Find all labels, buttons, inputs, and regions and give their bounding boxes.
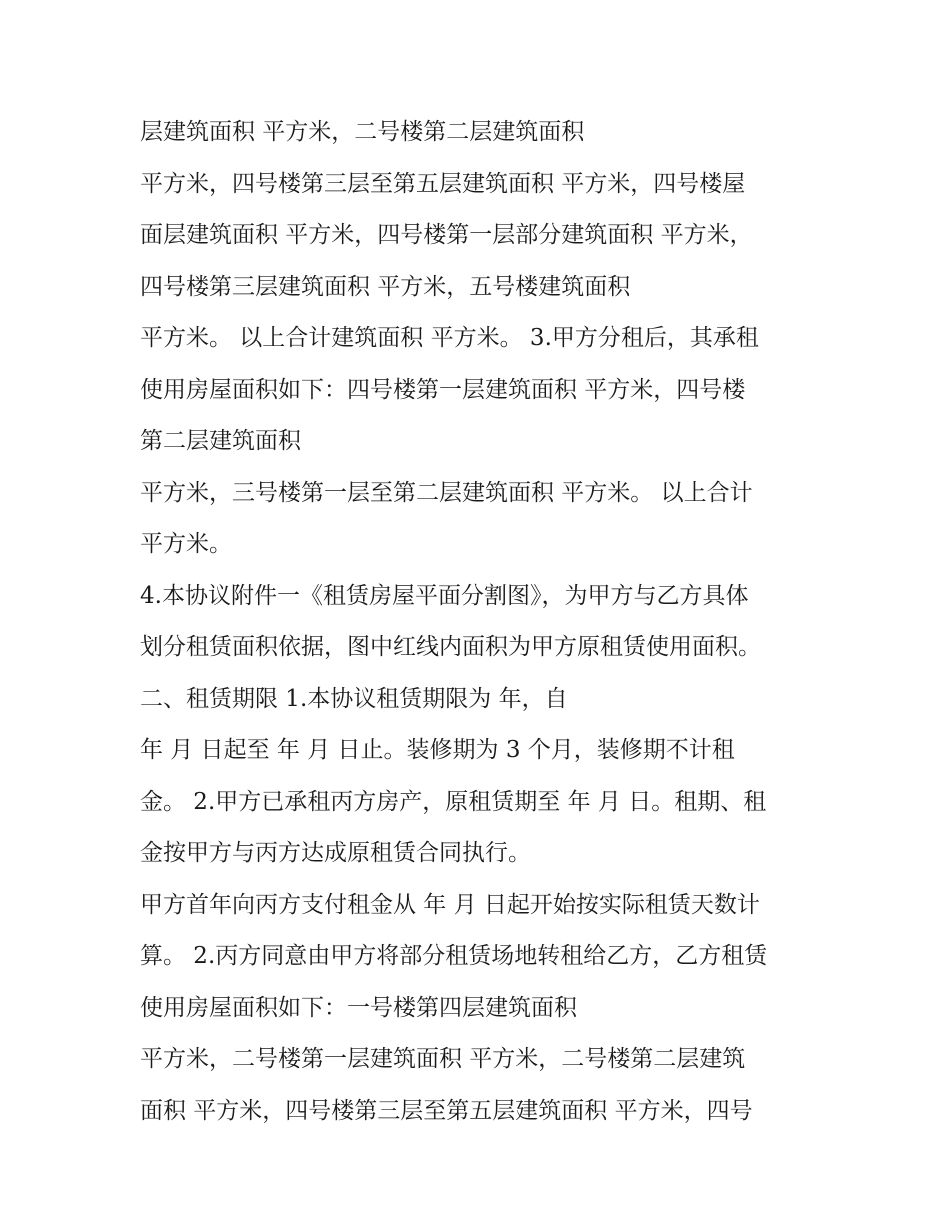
text-line: 划分租赁面积依据，图中红线内面积为甲方原租赁使用面积。 [140,634,761,660]
text-line: 4.本协议附件一《租赁房屋平面分割图》，为甲方与乙方具体 [140,582,749,609]
text-line: 年 月 日起至 年 月 日止。装修期为 3 个月，装修期不计租 [140,737,735,763]
document-body [140,107,840,1137]
text-line: 平方米，二号楼第一层建筑面积 平方米，二号楼第二层建筑 [140,1046,746,1072]
text-line: 平方米。 以上合计建筑面积 平方米。 3.甲方分租后，其承租 [140,325,759,351]
text-line: 平方米，三号楼第一层至第二层建筑面积 平方米。 以上合计 [140,479,753,506]
text-line: 四号楼第三层建筑面积 平方米，五号楼建筑面积 [140,273,631,300]
text-line: 面层建筑面积 平方米，四号楼第一层部分建筑面积 平方米， [140,222,753,248]
text-line: 算。 2.丙方同意由甲方将部分租赁场地转租给乙方，乙方租赁 [140,943,768,969]
text-line: 使用房屋面积如下：一号楼第四层建筑面积 [140,994,577,1021]
text-line: 面积 平方米，四号楼第三层至第五层建筑面积 平方米，四号 [140,1097,753,1124]
text-line: 第二层建筑面积 [140,428,301,454]
text-line: 甲方首年向丙方支付租金从 年 月 日起开始按实际租赁天数计 [140,891,760,918]
text-line: 使用房屋面积如下：四号楼第一层建筑面积 平方米，四号楼 [140,376,746,403]
text-line: 金。 2.甲方已承租丙方房产，原租赁期至 年 月 日。租期、租 [140,788,767,815]
text-line: 层建筑面积 平方米，二号楼第二层建筑面积 [140,119,585,145]
text-line: 二、租赁期限 1.本协议租赁期限为 年，自 [140,685,568,712]
text-line: 平方米，四号楼第三层至第五层建筑面积 平方米，四号楼屋 [140,170,746,197]
text-line: 金按甲方与丙方达成原租赁合同执行。 [140,840,531,866]
text-line: 平方米。 [140,531,232,557]
